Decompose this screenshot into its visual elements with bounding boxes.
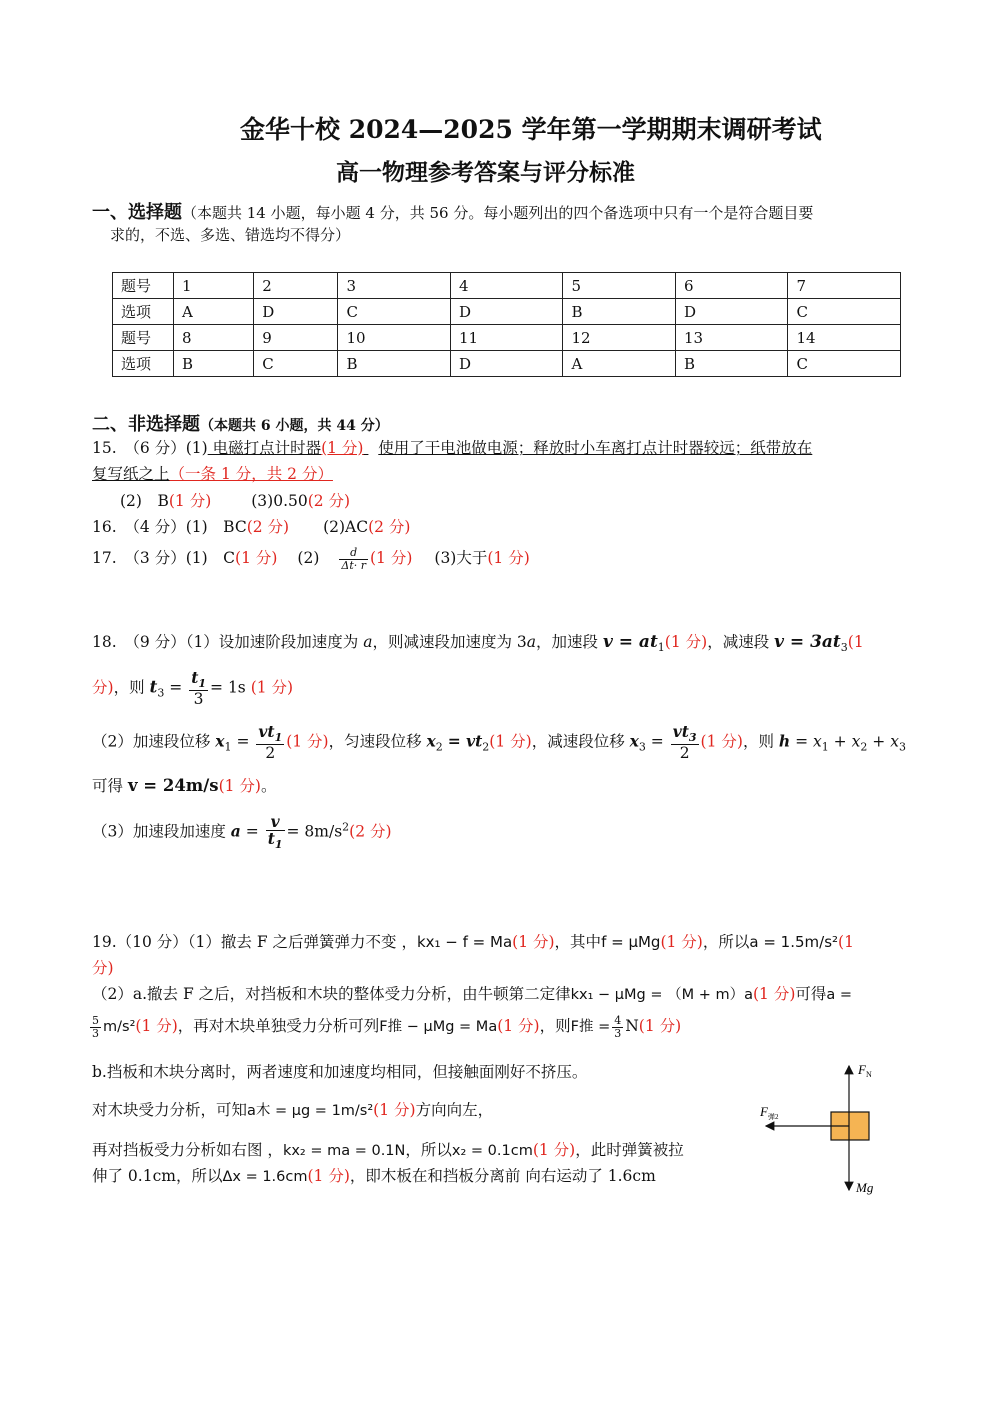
q19-line3 — [92, 982, 852, 1004]
q18-text-a: 18. （9 分）（1）设加速阶段加速度为 — [92, 633, 364, 651]
q18-score7: (1 分) — [218, 777, 261, 795]
section2-heading: 二、非选择题 — [92, 414, 200, 435]
q19-b-text-c: 再对挡板受力分析如右图 ， — [92, 1141, 283, 1159]
q18-eq3: = 1s — [210, 678, 246, 697]
q18-score1: (1 分) — [664, 633, 708, 651]
q19-frac1-num: 5 — [92, 1013, 99, 1027]
q18-score5: (1 分) — [489, 732, 532, 751]
q19-eq4: kx₁ − μMg = （M + m）a — [570, 987, 753, 1003]
table-cell: A — [563, 351, 676, 377]
table-cell: 3 — [338, 273, 451, 299]
table-cell: D — [450, 299, 563, 325]
table-cell: 1 — [174, 273, 254, 299]
q18-score4: (1 分) — [286, 732, 329, 751]
q18-p3-a: （3）加速段加速度 — [92, 822, 231, 841]
q19-text-b: ，其中 — [554, 933, 602, 951]
q15-score2: （一条 1 分，共 2 分） — [169, 465, 333, 483]
q18-text-c: ，加速段 — [536, 633, 603, 651]
section1-heading: 一、选择题 — [92, 202, 182, 223]
q15-answer1-tail — [363, 439, 368, 457]
q19-b-text-b: 方向向左， — [415, 1101, 494, 1119]
q17-prefix: 17. （3 分）(1) C — [92, 549, 236, 567]
q16-part2: (2)AC — [323, 518, 369, 536]
table-cell: 12 — [563, 325, 676, 351]
q16-score2: (2 分) — [368, 518, 411, 536]
q17-score2: (1 分) — [370, 549, 413, 567]
gravity-label: Mg — [856, 1180, 874, 1195]
q19-score4: (1 分) — [753, 985, 796, 1003]
q19-score1: (1 分) — [512, 933, 555, 951]
table-row-header: 选项 — [113, 351, 174, 377]
q19-b-eq1: a木 = μg = 1m/s² — [247, 1103, 374, 1119]
q18-score8: (2 分) — [349, 822, 392, 841]
table-cell: D — [450, 351, 563, 377]
q19-line2 — [92, 956, 114, 978]
q18-line1: 18. （9 分）（1）设加速阶段加速度为 a，则减速段加速度为 3a，加速段 $v = at_1(1$ 分)，减速段 $v = 3at_3(1$ — [92, 632, 864, 655]
q19-score5: (1 分) — [135, 1017, 178, 1035]
q19-frac-4-3 — [612, 1015, 623, 1039]
q19-eq7: F推 = — [570, 1019, 611, 1035]
page-title: 金华十校 2024—2025 学年第一学期期末调研考试 — [240, 115, 822, 144]
q19-text-a: 19.（10 分）（1）撤去 F 之后弹簧弹力不变 ， — [92, 933, 417, 951]
q18-score2a: (1 — [847, 633, 864, 651]
table-cell: C — [338, 299, 451, 325]
q18-p2-d: ，则 — [742, 732, 779, 751]
table-cell: 4 — [450, 273, 563, 299]
table-row-header: 选项 — [113, 299, 174, 325]
q19-b-eq4: Δx = 1.6cm — [222, 1169, 308, 1185]
q17-score3: (1 分) — [487, 549, 530, 567]
q19-line4 — [88, 1014, 681, 1039]
q15-answer2b: 复写纸之上 — [92, 465, 170, 483]
q15-line1 — [92, 436, 812, 458]
q18-frac-vt1: $\frac{vt_1}{2}$ — [258, 722, 283, 762]
q18-p2-line2: 可得 — [92, 777, 128, 795]
q18-eq6: = 8m/s — [286, 822, 343, 841]
table-cell: 13 — [675, 325, 788, 351]
table-cell: 10 — [338, 325, 451, 351]
q18-eq5: v = 24m/s — [127, 776, 219, 795]
q17-frac-den: Δt· r — [341, 558, 366, 572]
table-cell: C — [788, 299, 901, 325]
table-cell: 11 — [450, 325, 563, 351]
q19-score10: (1 分) — [307, 1167, 350, 1185]
table-cell: C — [254, 351, 338, 377]
q15-answer2: 使用了干电池做电源；释放时小车离打点计时器较远；纸带放在 — [378, 439, 813, 457]
q17-part3: (3)大于 — [434, 549, 488, 567]
table-cell: B — [338, 351, 451, 377]
q15-line3 — [120, 489, 350, 511]
q19-text-f: ，再对木块单独受力分析可列 — [177, 1017, 380, 1035]
table-cell: C — [788, 351, 901, 377]
q19-b-line4 — [92, 1164, 656, 1186]
q19-b-line3 — [92, 1138, 684, 1160]
q18-p2-c: ，减速段位移 — [531, 732, 630, 751]
table-row-header: 题号 — [113, 325, 174, 351]
q15-part3: (3)0.50 — [251, 492, 308, 510]
q17-part2: (2) — [297, 549, 320, 567]
section1-note-line2: 求的，不选、多选、错选均不得分） — [110, 226, 351, 244]
q19-b-eq3: x₂ = 0.1cm — [451, 1143, 533, 1159]
table-cell: B — [174, 351, 254, 377]
q19-b-text-f: 伸了 0.1cm，所以 — [92, 1167, 223, 1185]
q18-eq4: = vt — [447, 731, 483, 751]
q19-score2: (1 分) — [660, 933, 703, 951]
table-row — [113, 299, 901, 325]
q15-line2 — [92, 462, 333, 484]
q19-frac2-den: 3 — [614, 1026, 622, 1040]
q18-line2: 分)，则 $t_3$ = $\frac{t_1}{3}$ = 1s (1 分) — [92, 668, 294, 708]
q19-text-c: ，所以 — [702, 933, 750, 951]
section1-note: （本题共 14 小题，每小题 4 分，共 56 分。每小题列出的四个备选项中只有一个是符合题目要 — [182, 204, 814, 222]
q19-frac-5-3 — [90, 1015, 101, 1039]
q19-score7: (1 分) — [638, 1017, 682, 1035]
q19-score6: (1 分) — [497, 1017, 540, 1035]
page-subtitle: 高一物理参考答案与评分标准 — [336, 159, 635, 186]
q17-fraction — [339, 547, 368, 571]
q18-frac-vt3: $\frac{vt_3}{2}$ — [672, 722, 697, 762]
answer-table — [112, 272, 901, 377]
q19-b-text-g: ，即木板在和挡板分离前 向右运动了 1.6cm — [349, 1167, 656, 1185]
q19-score9: (1 分) — [532, 1141, 576, 1159]
q19-frac2-num: 4 — [614, 1013, 622, 1027]
spring-force-label: $F_{弹2}$ — [760, 1104, 779, 1121]
q18-score2b: 分) — [92, 678, 114, 697]
q19-eq1: kx₁ − f = Ma — [416, 933, 513, 951]
q15-part2: (2) B — [120, 492, 169, 510]
q19-eq2: f = μMg — [601, 933, 661, 951]
q15-prefix: 15. （6 分）(1) — [92, 439, 208, 457]
force-diagram — [752, 1056, 892, 1202]
q19-text-g: ，则 — [539, 1017, 571, 1035]
q18-eq2: v = 3at — [774, 632, 841, 652]
q18-score6: (1 分) — [700, 732, 743, 751]
q18-text-d: ，减速段 — [707, 633, 775, 651]
table-row — [113, 273, 901, 299]
q19-eq6: F推 − μMg = Ma — [379, 1019, 498, 1035]
q17-line — [92, 546, 530, 571]
table-cell: A — [174, 299, 254, 325]
q19-eq5: a = — [826, 987, 853, 1003]
table-cell: D — [675, 299, 788, 325]
q18-p2-end: 。 — [260, 777, 277, 795]
q18-score3: (1 分) — [250, 678, 294, 697]
q18-text-e: ，则 — [113, 678, 150, 697]
q18-line4 — [92, 774, 276, 796]
q18-eq1: v = at — [602, 632, 658, 652]
q19-eq3: a = 1.5m/s² — [749, 933, 839, 951]
q15-score4: (2 分) — [307, 492, 351, 510]
table-cell: 14 — [788, 325, 901, 351]
table-row — [113, 351, 901, 377]
table-cell: B — [563, 299, 676, 325]
q17-frac-num: d — [339, 547, 368, 560]
normal-force-label: $F_N$ — [858, 1062, 872, 1079]
q18-p2-b: ，匀速段位移 — [328, 732, 427, 751]
section2-note: （本题共 6 小题，共 44 分） — [200, 418, 389, 434]
table-cell: 7 — [788, 273, 901, 299]
q19-score3b: 分) — [92, 959, 114, 977]
q15-answer1: 电磁打点计时器 — [207, 439, 322, 457]
q16-line — [92, 515, 410, 537]
q19-score3a: (1 — [838, 933, 854, 951]
table-cell: 9 — [254, 325, 338, 351]
q16-prefix: 16. （4 分）(1) BC — [92, 518, 247, 536]
q19-b-text-e: ，此时弹簧被拉 — [575, 1141, 684, 1159]
q18-p2-a: （2）加速段位移 — [92, 732, 216, 751]
q19-line1 — [92, 930, 854, 952]
q19-score8: (1 分) — [373, 1101, 416, 1119]
q19-b-text-a: 对木块受力分析，可知 — [92, 1101, 248, 1119]
table-cell: 5 — [563, 273, 676, 299]
q19-text-e: 可得 — [795, 985, 827, 1003]
q19-unit1: m/s² — [103, 1019, 136, 1035]
section1-line1 — [92, 198, 813, 224]
q18-text-b: ，则减速段加速度为 3 — [372, 633, 527, 651]
table-cell: 8 — [174, 325, 254, 351]
q18-frac-v-t1: $\frac{v}{t_1}$ — [267, 812, 283, 852]
q18-frac-t1-3: $\frac{t_1}{3}$ — [191, 668, 207, 708]
table-row-header: 题号 — [113, 273, 174, 299]
table-cell: B — [675, 351, 788, 377]
q19-b-line1: b.挡板和木块分离时，两者速度和加速度均相同，但接触面刚好不挤压。 — [92, 1063, 588, 1081]
q19-unit2: N — [625, 1017, 639, 1035]
table-row — [113, 325, 901, 351]
q19-b-eq2: kx₂ = ma = 0.1N — [282, 1143, 406, 1159]
q16-score1: (2 分) — [246, 518, 290, 536]
q19-b-text-d: ，所以 — [405, 1141, 452, 1159]
q15-score3: (1 分) — [168, 492, 212, 510]
section2-heading-line — [92, 410, 389, 436]
q19-frac1-den: 3 — [92, 1026, 99, 1040]
table-cell: 2 — [254, 273, 338, 299]
q19-b-line2 — [92, 1098, 493, 1120]
q15-score1: (1 分) — [321, 439, 364, 457]
q17-score1: (1 分) — [235, 549, 278, 567]
q18-line5: （3）加速段加速度 a = $\frac{v}{t_1}$ = $8m/s^2(2$ 分) — [92, 812, 392, 852]
q19-text-d: （2）a.撤去 F 之后，对挡板和木块的整体受力分析，由牛顿第二定律 — [92, 985, 571, 1003]
table-cell: 6 — [675, 273, 788, 299]
q18-line3: （2）加速段位移 $x_1$ = $\frac{vt_1}{2}$ (1 分)，匀速段位移 $x_2 = vt_2(1$ 分)，减速段位移 $x_3$ = $\frac{vt_3}{2}$ (1 分)，则 $h = x_1 + x_2 + x_3$ — [92, 722, 906, 762]
table-cell: D — [254, 299, 338, 325]
